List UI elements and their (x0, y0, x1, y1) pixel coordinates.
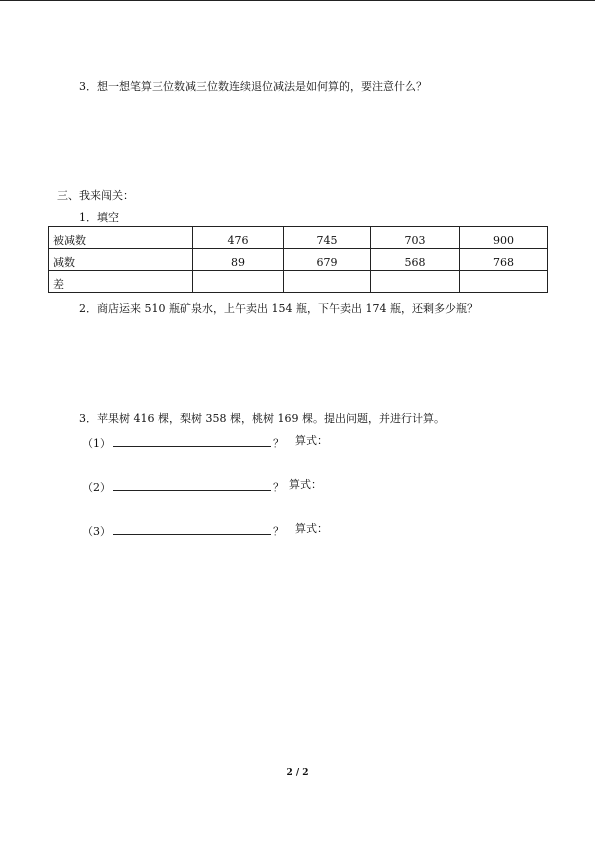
blank-line-1 (82, 434, 284, 451)
page-top-rule (0, 0, 595, 1)
row-label-minuend: 被减数 (49, 227, 193, 249)
formula-label-3: 算式： (295, 522, 328, 535)
answer-cell[interactable] (284, 271, 371, 293)
question-mark: ？ (273, 525, 284, 538)
sub-question-fill-title: 1．填空 (79, 211, 119, 224)
blank-line-2 (82, 478, 284, 495)
blank-number: （3） (82, 525, 111, 538)
answer-blank[interactable] (113, 522, 271, 535)
answer-cell[interactable] (460, 271, 548, 293)
table-cell: 89 (193, 249, 284, 271)
formula-label-2: 算式： (289, 478, 322, 491)
table-cell: 679 (284, 249, 371, 271)
blank-line-3 (82, 522, 284, 539)
blank-number: （1） (82, 437, 111, 450)
question-water: 2．商店运来 510 瓶矿泉水，上午卖出 154 瓶，下午卖出 174 瓶，还剩多少瓶？ (79, 302, 478, 315)
formula-label-1: 算式： (295, 434, 328, 447)
question-think: 3．想一想笔算三位数减三位数连续退位减法是如何算的，要注意什么？ (79, 80, 427, 93)
section-title: 三、我来闯关： (57, 189, 134, 202)
answer-cell[interactable] (371, 271, 460, 293)
table-cell: 476 (193, 227, 284, 249)
table-cell: 768 (460, 249, 548, 271)
row-label-subtrahend: 减数 (49, 249, 193, 271)
question-trees: 3．苹果树 416 棵，梨树 358 棵，桃树 169 棵。提出问题，并进行计算。 (79, 412, 445, 425)
question-mark: ？ (273, 437, 284, 450)
table-row (49, 249, 548, 271)
table-row (49, 227, 548, 249)
table-cell: 568 (371, 249, 460, 271)
table-cell: 745 (284, 227, 371, 249)
question-mark: ？ (273, 481, 284, 494)
table-cell: 703 (371, 227, 460, 249)
row-label-difference: 差 (49, 271, 193, 293)
answer-blank[interactable] (113, 478, 271, 491)
fill-table (48, 226, 548, 293)
page-number: 2 / 2 (286, 768, 309, 778)
table-cell: 900 (460, 227, 548, 249)
answer-blank[interactable] (113, 434, 271, 447)
table-row (49, 271, 548, 293)
blank-number: （2） (82, 481, 111, 494)
answer-cell[interactable] (193, 271, 284, 293)
